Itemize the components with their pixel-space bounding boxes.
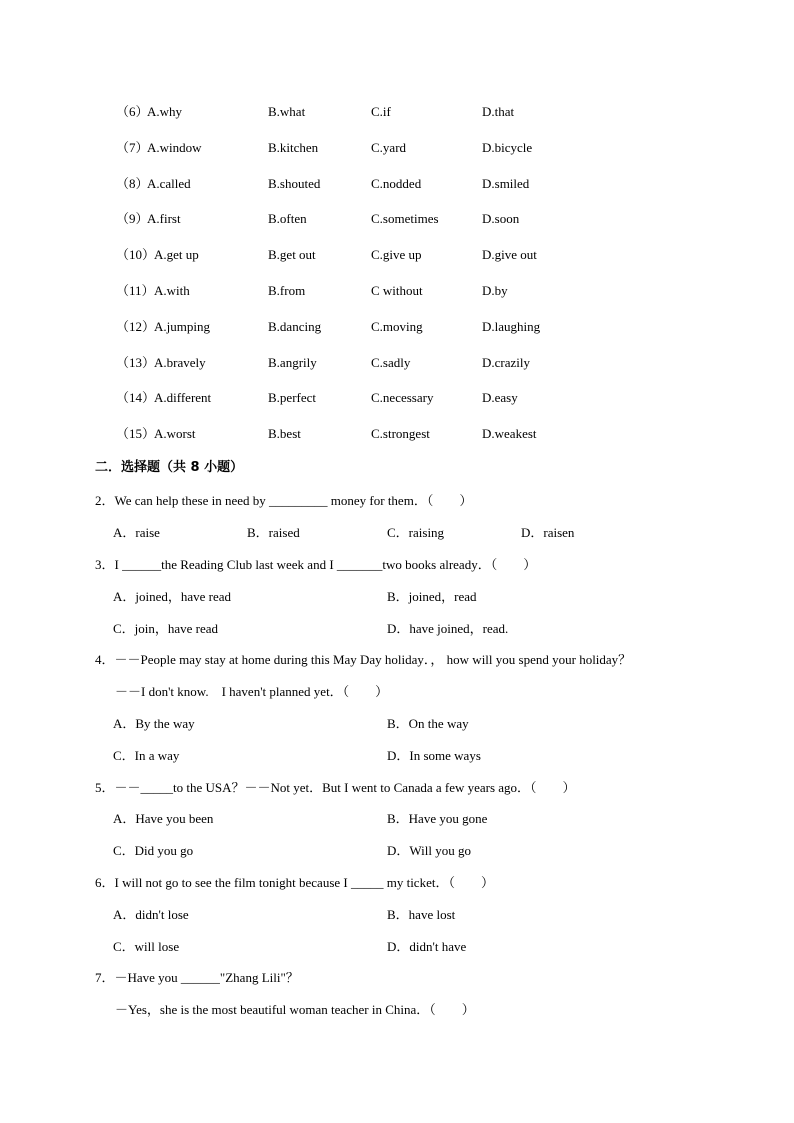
- cloze-option-a[interactable]: A.different: [154, 390, 212, 406]
- cloze-option-c[interactable]: C without: [371, 283, 423, 298]
- cloze-number: （10）: [116, 247, 156, 263]
- question-5-option-c[interactable]: C．Did you go: [113, 843, 194, 858]
- cloze-option-b[interactable]: B.best: [268, 426, 301, 442]
- question-5-stem: 5．－－_____to the USA？－－Not yet．But I went to Canada a few years ago．（ ）: [95, 780, 576, 795]
- cloze-option-c[interactable]: C.yard: [371, 139, 407, 155]
- cloze-row: [0, 388, 794, 408]
- cloze-option-c[interactable]: C.if: [371, 104, 391, 119]
- cloze-row: [0, 174, 794, 194]
- cloze-number: （8）: [116, 175, 149, 191]
- cloze-option-d[interactable]: D.easy: [482, 390, 518, 406]
- cloze-option-d[interactable]: D.smiled: [482, 175, 530, 191]
- cloze-number: （12）: [116, 318, 156, 334]
- cloze-option-b[interactable]: B.often: [268, 211, 307, 227]
- cloze-option-d[interactable]: D.that: [482, 104, 515, 119]
- cloze-row: [0, 102, 794, 122]
- cloze-option-d[interactable]: D.soon: [482, 211, 520, 227]
- cloze-number: （11）: [116, 283, 155, 298]
- cloze-row: [0, 353, 794, 373]
- cloze-option-b[interactable]: B.perfect: [268, 390, 317, 406]
- question-3-option-a[interactable]: A．joined，have read: [113, 589, 232, 604]
- cloze-option-b[interactable]: B.kitchen: [268, 139, 319, 155]
- question-4-option-c[interactable]: C．In a way: [113, 748, 180, 763]
- question-5-option-a[interactable]: A．Have you been: [113, 811, 214, 826]
- cloze-option-a[interactable]: A.window: [147, 139, 202, 155]
- cloze-option-a[interactable]: A.why: [147, 104, 183, 119]
- question-3-stem: 3．I ______the Reading Club last week and I _______two books already．（ ）: [95, 557, 537, 572]
- cloze-option-c[interactable]: C.nodded: [371, 175, 422, 191]
- cloze-option-d[interactable]: D.laughing: [482, 318, 541, 334]
- question-6-option-d[interactable]: D．didn't have: [387, 939, 467, 954]
- cloze-number: （6）: [116, 104, 149, 119]
- cloze-option-b[interactable]: B.angrily: [268, 354, 317, 370]
- cloze-option-c[interactable]: C.moving: [371, 318, 423, 334]
- cloze-option-b[interactable]: B.get out: [268, 247, 316, 263]
- question-3-option-b[interactable]: B．joined，read: [387, 589, 477, 604]
- cloze-option-b[interactable]: B.what: [268, 104, 306, 119]
- cloze-option-c[interactable]: C.necessary: [371, 390, 434, 406]
- question-2-option-d[interactable]: D．raisen: [521, 525, 575, 540]
- cloze-option-a[interactable]: A.first: [147, 211, 181, 227]
- question-4-stem: 4．－－People may stay at home during this May Day holiday．， how will you spend your holiday？: [95, 652, 632, 667]
- question-2-option-c[interactable]: C．raising: [387, 525, 445, 540]
- question-2-option-b[interactable]: B．raised: [247, 525, 300, 540]
- question-2-option-a[interactable]: A．raise: [113, 525, 160, 540]
- cloze-option-a[interactable]: A.with: [154, 283, 190, 298]
- cloze-row: [0, 281, 794, 301]
- cloze-option-a[interactable]: A.called: [147, 175, 191, 191]
- cloze-option-b[interactable]: B.shouted: [268, 175, 321, 191]
- question-6-stem: 6．I will not go to see the film tonight because I _____ my ticket．（ ）: [95, 875, 494, 890]
- cloze-option-c[interactable]: C.sadly: [371, 354, 411, 370]
- question-2-stem: 2．We can help these in need by _________ money for them．（ ）: [95, 493, 473, 508]
- question-7-sub: －Yes，she is the most beautiful woman teacher in China．（ ）: [115, 1002, 475, 1017]
- cloze-number: （14）: [116, 390, 156, 406]
- cloze-option-c[interactable]: C.give up: [371, 247, 422, 263]
- question-6-option-a[interactable]: A．didn't lose: [113, 907, 189, 922]
- cloze-option-d[interactable]: D.by: [482, 283, 508, 298]
- cloze-option-a[interactable]: A.get up: [154, 247, 199, 263]
- cloze-option-d[interactable]: D.bicycle: [482, 139, 533, 155]
- question-3-option-c[interactable]: C．join，have read: [113, 621, 219, 636]
- cloze-number: （9）: [116, 211, 149, 227]
- cloze-option-b[interactable]: B.from: [268, 283, 306, 298]
- cloze-option-a[interactable]: A.worst: [154, 426, 196, 442]
- question-4-option-b[interactable]: B．On the way: [387, 716, 469, 731]
- cloze-row: [0, 317, 794, 337]
- question-5-option-d[interactable]: D．Will you go: [387, 843, 471, 858]
- cloze-option-a[interactable]: A.jumping: [154, 318, 210, 334]
- cloze-option-c[interactable]: C.sometimes: [371, 211, 439, 227]
- question-5-option-b[interactable]: B．Have you gone: [387, 811, 488, 826]
- cloze-option-d[interactable]: D.crazily: [482, 354, 531, 370]
- cloze-number: （13）: [116, 354, 156, 370]
- cloze-number: （7）: [116, 139, 149, 155]
- cloze-row: [0, 245, 794, 265]
- cloze-row: [0, 209, 794, 229]
- cloze-row: [0, 424, 794, 444]
- question-4-sub: －－I don't know. I haven't planned yet．（ ）: [115, 684, 389, 699]
- question-6-option-c[interactable]: C．will lose: [113, 939, 180, 954]
- cloze-row: [0, 138, 794, 158]
- question-7-stem: 7．－Have you ______"Zhang Lili"？: [95, 970, 299, 985]
- cloze-option-d[interactable]: D.give out: [482, 247, 537, 263]
- cloze-option-b[interactable]: B.dancing: [268, 318, 322, 334]
- question-3-option-d[interactable]: D．have joined，read.: [387, 621, 509, 636]
- cloze-number: （15）: [116, 426, 156, 442]
- cloze-option-c[interactable]: C.strongest: [371, 426, 430, 442]
- cloze-option-d[interactable]: D.weakest: [482, 426, 537, 442]
- section-title: 二．选择题（共 8 小题）: [95, 460, 244, 475]
- question-6-option-b[interactable]: B．have lost: [387, 907, 456, 922]
- question-4-option-d[interactable]: D．In some ways: [387, 748, 481, 763]
- question-4-option-a[interactable]: A．By the way: [113, 716, 195, 731]
- cloze-option-a[interactable]: A.bravely: [154, 354, 206, 370]
